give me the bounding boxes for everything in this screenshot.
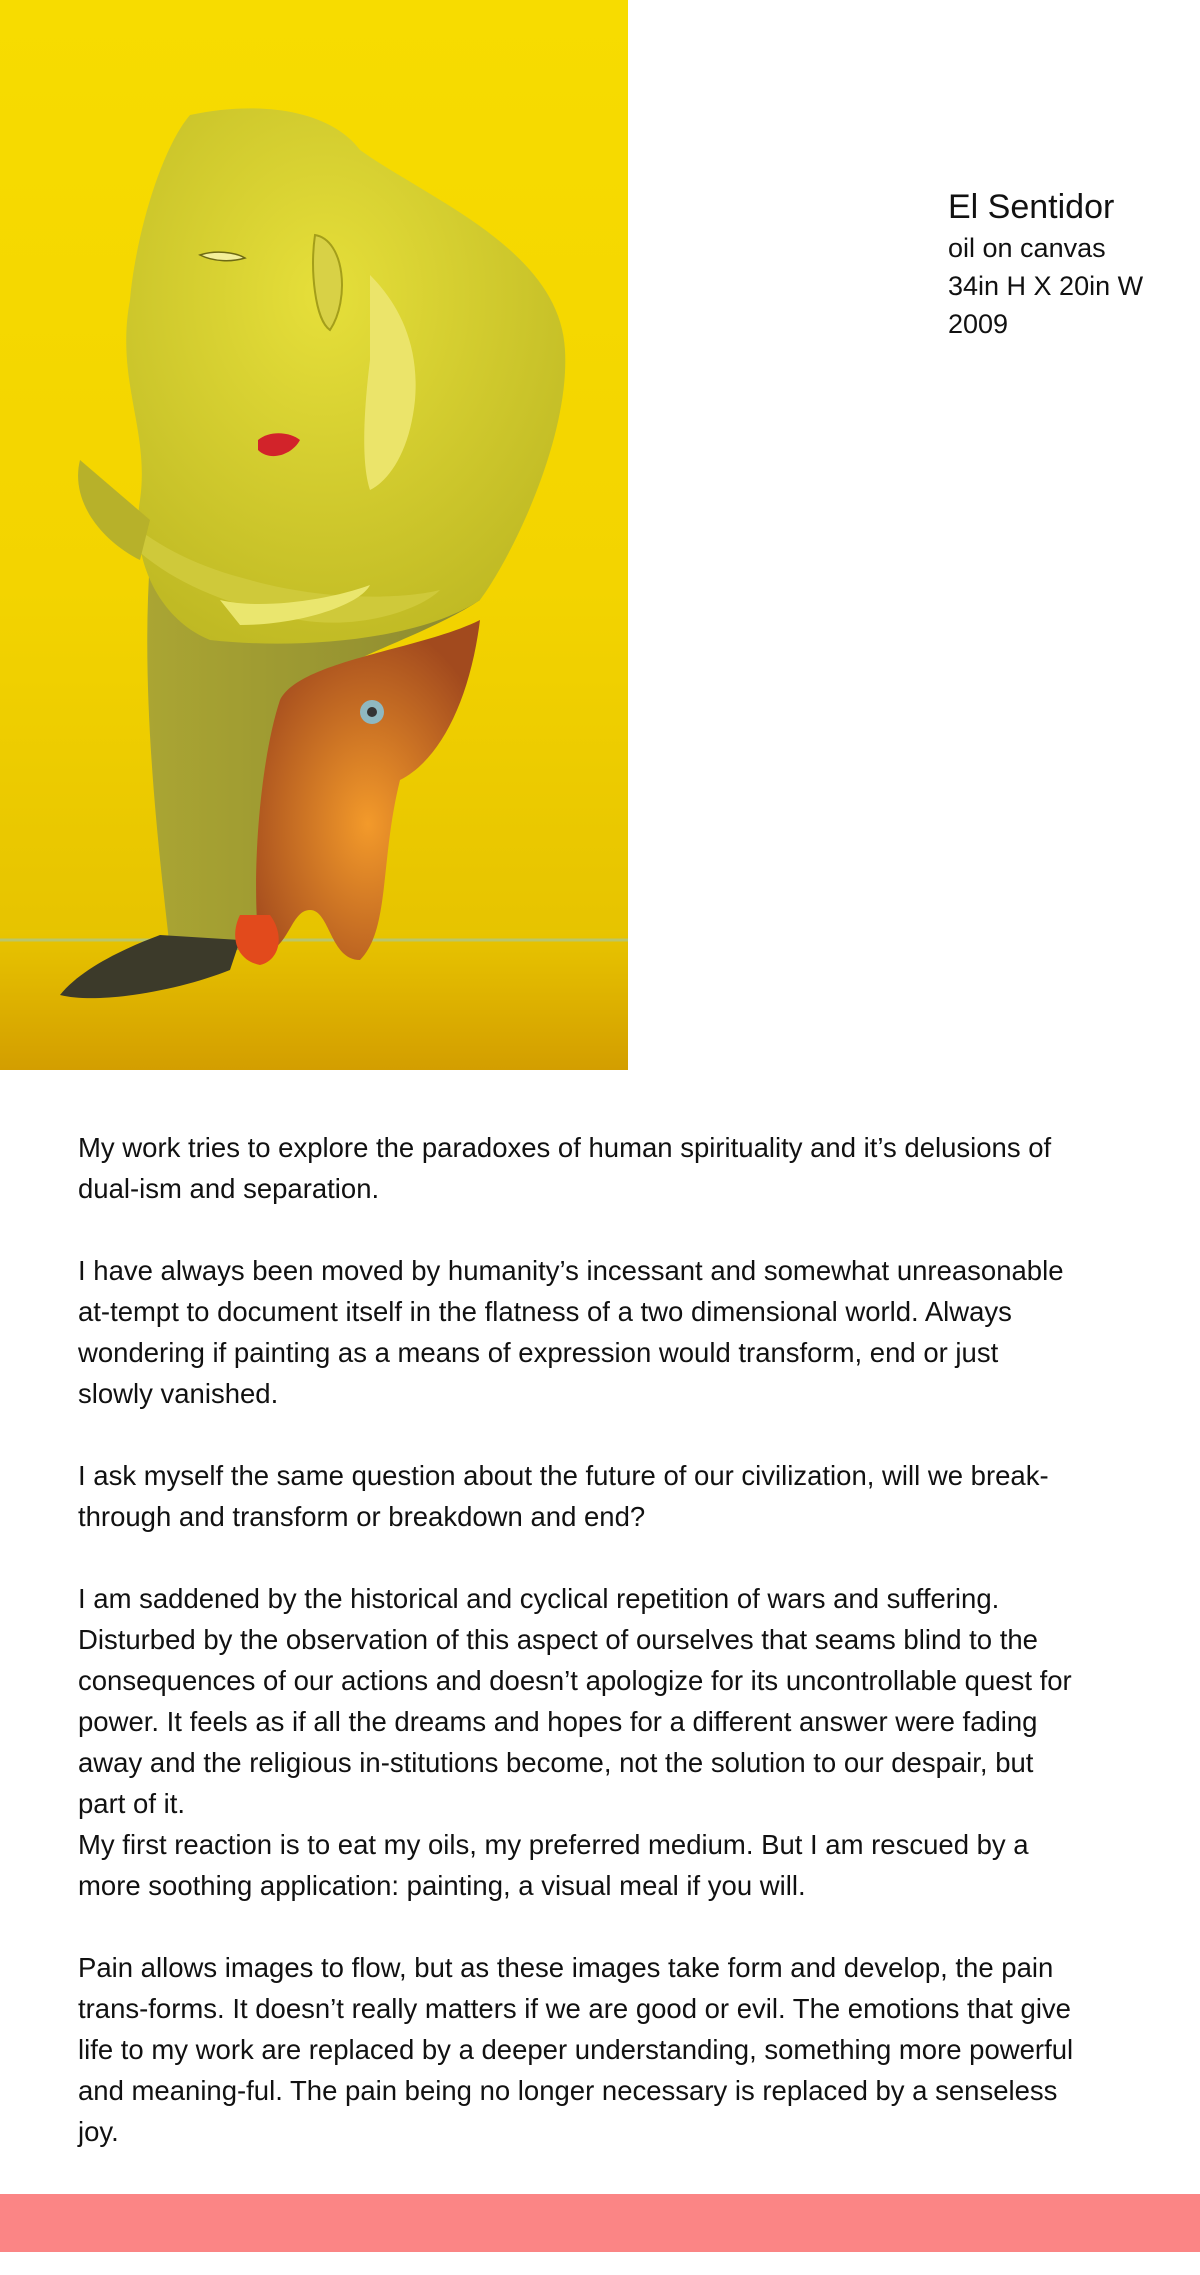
painting-figure xyxy=(0,0,628,1070)
statement-paragraph: I ask myself the same question about the future of our civilization, will we break-through and transform or breakdown and end? xyxy=(78,1460,1049,1532)
footer-bar xyxy=(0,2194,1200,2252)
statement-paragraph: Pain allows images to flow, but as these images take form and develop, the pain trans-forms. It doesn’t really matters if we are good or evil. The emotions that give life to my work are replaced by a deeper understanding, something more powerful and meaning-ful. The pain being no longer necessary is replaced by a senseless joy. xyxy=(78,1952,1074,2147)
artwork-dimensions: 34in H X 20in W xyxy=(948,271,1144,301)
painting-image xyxy=(0,0,628,1070)
statement-paragraph: I have always been moved by humanity’s incessant and somewhat unreasonable at-tempt to document itself in the flatness of a two dimensional world. Always wondering if painting as a means of expression would transform, end or just slowly vanished. xyxy=(78,1255,1064,1409)
artist-statement xyxy=(78,1127,1078,2275)
artwork-medium: oil on canvas xyxy=(948,233,1106,263)
statement-paragraph: I am saddened by the historical and cyclical repetition of wars and suffering. Disturbed by the observation of this aspect of ourselves that seams blind to the consequences of our actions and doesn’t apologize for its uncontrollable quest for power. It feels as if all the dreams and hopes for a different answer were fading away and the religious in-stitutions become, not the solution to our despair, but part of it. xyxy=(78,1583,1072,1819)
statement-paragraph: My work tries to explore the paradoxes of human spirituality and it’s delusions of dual-ism and separation. xyxy=(78,1132,1052,1204)
artwork-title: El Sentidor xyxy=(948,188,1115,226)
statement-paragraph: My first reaction is to eat my oils, my preferred medium. But I am rescued by a more soothing application: painting, a visual meal if you will. xyxy=(78,1829,1029,1901)
artwork-caption xyxy=(948,185,1188,343)
artwork-year: 2009 xyxy=(948,309,1009,339)
